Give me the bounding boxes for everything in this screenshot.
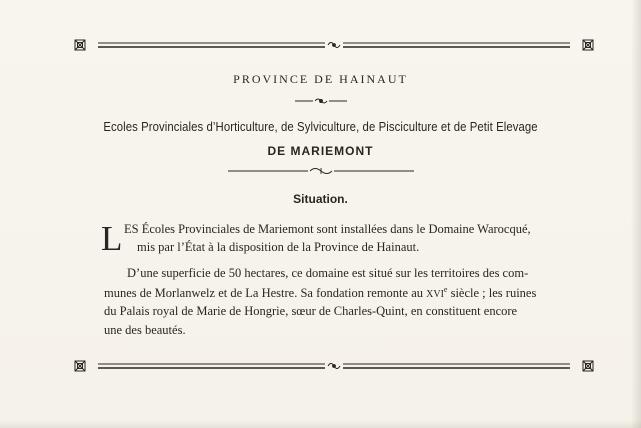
paragraph2-line4: une des beautés. [104,323,186,337]
drop-cap: L [101,219,123,258]
bottom-ornamental-rule [72,358,596,374]
small-ornament [0,96,641,106]
paragraph2-line2-start: munes de Morlanwelz et de La Hestre. Sa fondation remonte au [104,286,427,301]
divider-ornament [0,166,641,176]
schools-subtitle: DE MARIEMONT [267,144,374,158]
paragraph2-line3: du Palais royal de Marie de Hongrie, sœur de Charles-Quint, en constituent encore [104,304,518,318]
century-superscript: e [443,285,448,294]
paragraph1-line1: ES Écoles Provinciales de Mariemont sont installées dans le Domaine Warocqué, [124,222,531,236]
province-heading: PROVINCE DE HAINAUT [233,72,408,86]
paragraph2-line2 [104,285,536,301]
paragraph2-line2-end: siècle ; les ruines [447,286,537,301]
page-bottom-shadow [0,420,641,428]
century-numeral: XVI [426,289,444,301]
top-ornamental-rule [72,37,596,53]
paragraph2-line1: D’une superficie de 50 hectares, ce domaine est situé sur les territoires des com- [127,266,529,280]
section-heading: Situation. [293,192,348,206]
schools-title: Ecoles Provinciales d’Horticulture, de Sylviculture, de Pisciculture et de Petit Elevage [103,119,538,134]
paragraph1-line2: mis par l’État à la disposition de la Province de Hainaut. [137,240,420,254]
page-edge-shadow [631,0,641,428]
